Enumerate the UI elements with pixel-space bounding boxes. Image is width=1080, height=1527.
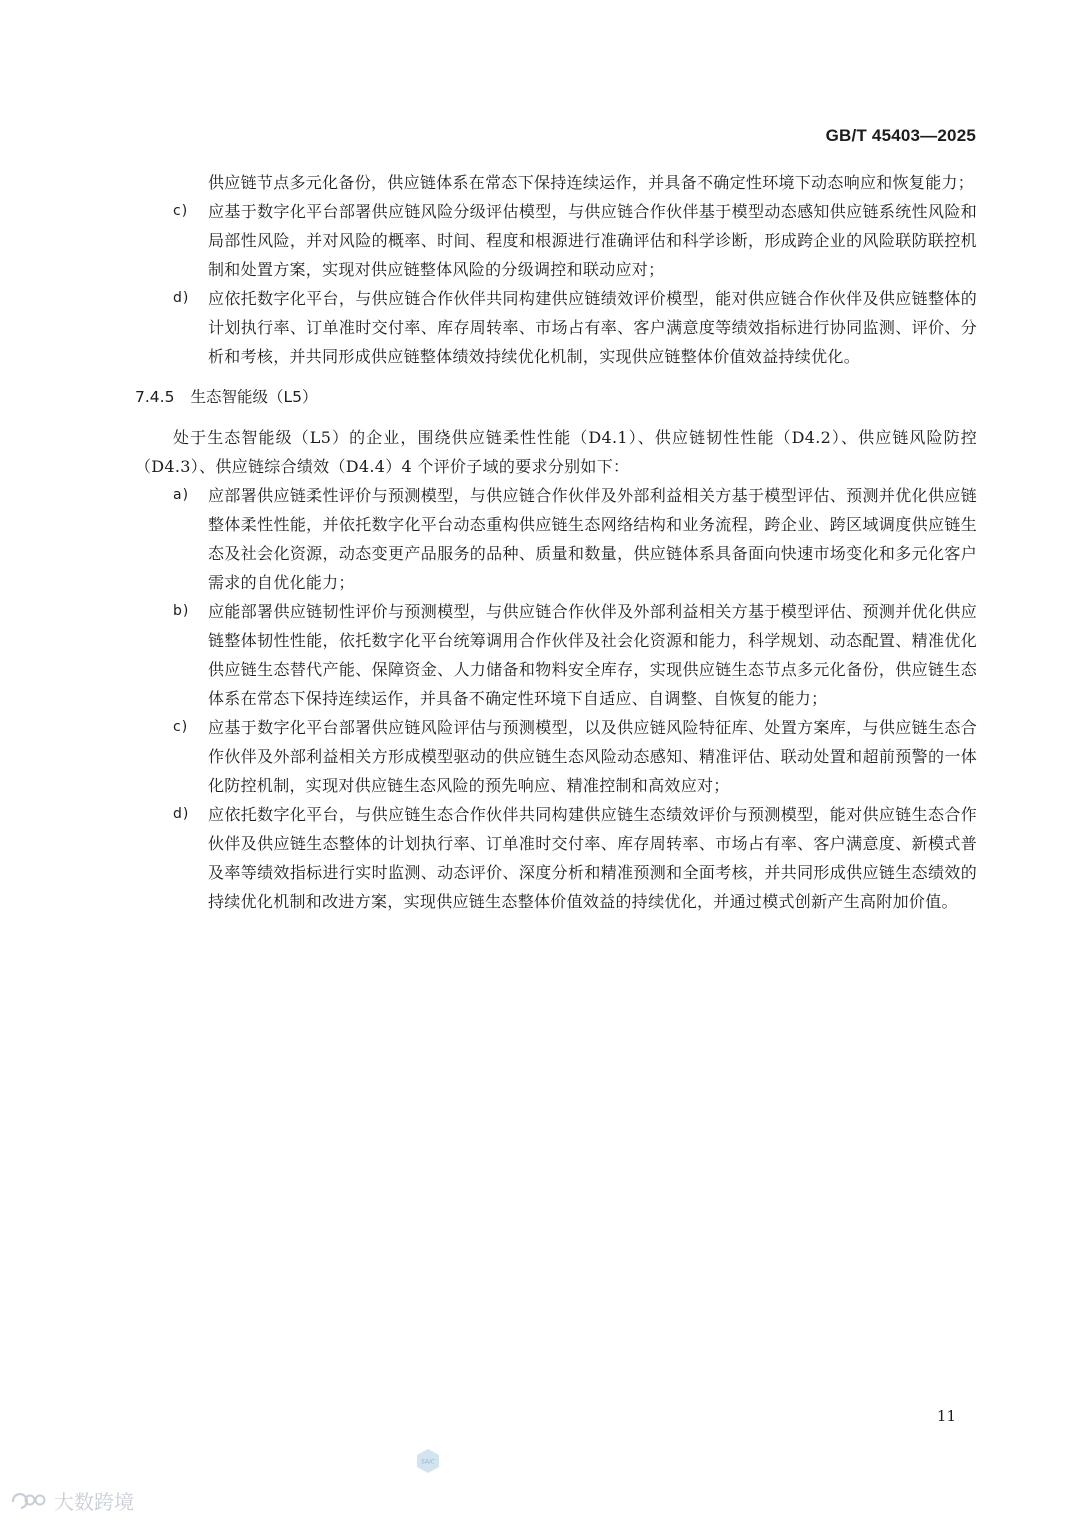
list-marker: b) (173, 603, 190, 619)
svg-text:SAIC: SAIC (421, 1458, 435, 1466)
watermark-logo (415, 1448, 441, 1474)
section-number: 7.4.5 (135, 388, 175, 406)
list-marker: c) (173, 203, 189, 219)
list-item-text: 应依托数字化平台，与供应链生态合作伙伴共同构建供应链生态绩效评价与预测模型，能对供应链生态合作伙伴及供应链生态整体的计划执行率、订单准时交付率、库存周转率、市场占有率、客户满意度、新模式普及率等绩效指标进行实时监测、动态评价、深度分析和精准预测和全面考核，并共同形成供应链生态绩效的持续优化机制和改进方案，实现供应链生态整体价值效益的持续优化，并通过模式创新产生高附加价值。 (208, 805, 977, 911)
section-heading (135, 387, 977, 407)
list-item-c-prev (135, 197, 977, 284)
list-item-text: 应基于数字化平台部署供应链风险评估与预测模型，以及供应链风险特征库、处置方案库，与供应链生态合作伙伴及外部利益相关方形成模型驱动的供应链生态风险动态感知、精准评估、联动处置和超前预警的一体化防控机制，实现对供应链生态风险的预先响应、精准控制和高效应对； (208, 718, 977, 795)
list-marker: c) (173, 719, 189, 735)
list-item-text: 应部署供应链柔性评价与预测模型，与供应链合作伙伴及外部利益相关方基于模型评估、预测并优化供应链整体柔性性能，并依托数字化平台动态重构供应链生态网络结构和业务流程，跨企业、跨区域调度供应链生态及社会化资源，动态变更产品服务的品种、质量和数量，供应链体系具备面向快速市场变化和多元化客户需求的自优化能力； (208, 486, 977, 592)
list-item-a (135, 481, 977, 597)
page-number: 11 (936, 1407, 956, 1425)
section-title: 生态智能级（L5） (190, 388, 318, 406)
list-item-b (135, 597, 977, 713)
standard-number: GB/T 45403—2025 (825, 126, 976, 145)
list-item-c (135, 713, 977, 800)
list-item-text: 应依托数字化平台，与供应链合作伙伴共同构建供应链绩效评价模型，能对供应链合作伙伴及供应链整体的计划执行率、订单准时交付率、库存周转率、市场占有率、客户满意度等绩效指标进行协同监测、评价、分析和考核，并共同形成供应链整体绩效持续优化机制，实现供应链整体价值效益持续优化。 (208, 289, 977, 366)
brand-logo-icon (10, 1487, 50, 1513)
list-item-d-prev (135, 284, 977, 371)
list-item-text: 应基于数字化平台部署供应链风险分级评估模型，与供应链合作伙伴基于模型动态感知供应链系统性风险和局部性风险，并对风险的概率、时间、程度和根源进行准确评估和科学诊断，形成跨企业的风险联防联控机制和处置方案，实现对供应链整体风险的分级调控和联动应对； (208, 202, 977, 279)
saic-logo-icon (415, 1448, 441, 1474)
list-item-d (135, 800, 977, 916)
section-intro: 处于生态智能级（L5）的企业，围绕供应链柔性性能（D4.1）、供应链韧性性能（D4.2）、供应链风险防控（D4.3）、供应链综合绩效（D4.4）4 个评价子域的要求分别如下： (135, 428, 977, 476)
list-marker: a) (173, 487, 190, 503)
continuation-paragraph: 供应链节点多元化备份，供应链体系在常态下保持连续运作，并具备不确定性环境下动态响应和恢复能力； (208, 173, 975, 192)
list-marker: d) (173, 806, 190, 822)
brand-watermark (10, 1486, 134, 1514)
list-marker: d) (173, 290, 190, 306)
page-content (135, 168, 977, 916)
brand-name: 大数跨境 (54, 1489, 134, 1514)
list-item-text: 应能部署供应链韧性评价与预测模型，与供应链合作伙伴及外部利益相关方基于模型评估、预测并优化供应链整体韧性性能，依托数字化平台统筹调用合作伙伴及社会化资源和能力，科学规划、动态配置、精准优化供应链生态替代产能、保障资金、人力储备和物料安全库存，实现供应链生态节点多元化备份，供应链生态体系在常态下保持连续运作，并具备不确定性环境下自适应、自调整、自恢复的能力； (208, 602, 977, 708)
